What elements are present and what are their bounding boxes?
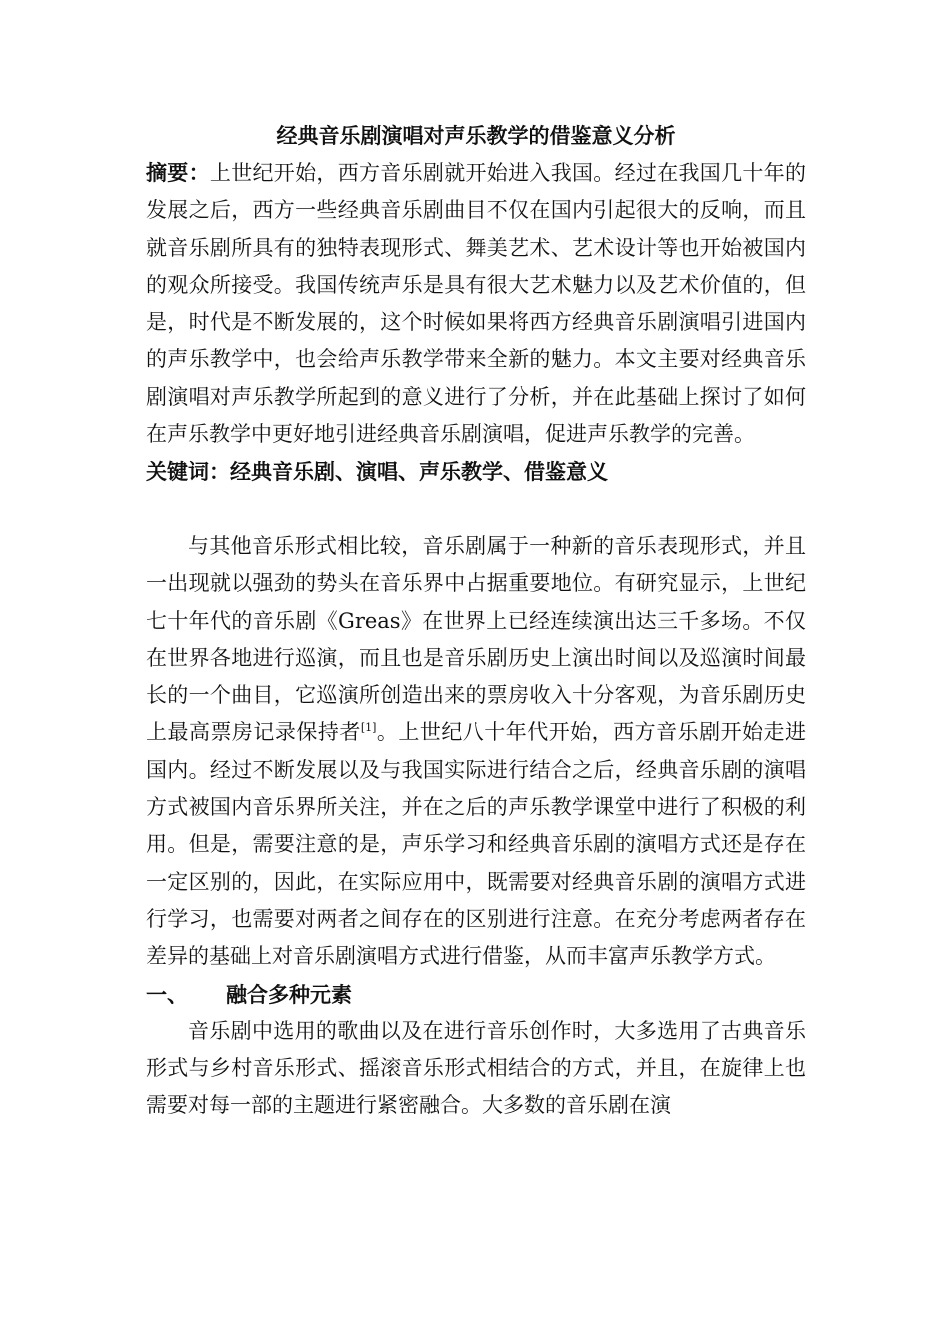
keywords-line (146, 453, 806, 490)
blank-line (146, 491, 806, 528)
intro-text-after-ref: 。上世纪八十年代开始，西方音乐剧开始走进国内。经过不断发展以及与我国实际进行结合之后，经典音乐剧的演唱方式被国内音乐界所关注，并在之后的声乐教学课堂中进行了积极的利用。但是，需要注意的是，声乐学习和经典音乐剧的演唱方式还是存在一定区别的，因此，在实际应用中，既需要对经典音乐剧的演唱方式进行学习，也需要对两者之间存在的区别进行注意。在充分考虑两者存在差异的基础上对音乐剧演唱方式进行借鉴，从而丰富声乐教学方式。 (146, 720, 807, 969)
section-title: 融合多种元素 (226, 981, 352, 1007)
section-heading (146, 976, 806, 1013)
abstract-label: 摘要： (146, 160, 210, 185)
intro-text-before-ref: 与其他音乐形式相比较，音乐剧属于一种新的音乐表现形式，并且一出现就以强劲的势头在音乐界中占据重要地位。有研究显示，上世纪七十年代的音乐剧《Greas》在世界上已经连续演出达三千多场。不仅在世界各地进行巡演，而且也是音乐剧历史上演出时间以及巡演时间最长的一个曲目，它巡演所创造出来的票房收入十分客观，为音乐剧历史上最高票房记录保持者 (146, 533, 806, 745)
abstract-text: 上世纪开始，西方音乐剧就开始进入我国。经过在我国几十年的发展之后，西方一些经典音乐剧曲目不仅在国内引起很大的反响，而且就音乐剧所具有的独特表现形式、舞美艺术、艺术设计等也开始被国内的观众所接受。我国传统声乐是具有很大艺术魅力以及艺术价值的，但是，时代是不断发展的，这个时候如果将西方经典音乐剧演唱引进国内的声乐教学中，也会给声乐教学带来全新的魅力。本文主要对经典音乐剧演唱对声乐教学所起到的意义进行了分析，并在此基础上探讨了如何在声乐教学中更好地引进经典音乐剧演唱，促进声乐教学的完善。 (146, 161, 807, 447)
citation-ref: [1] (360, 721, 377, 735)
document-title: 经典音乐剧演唱对声乐教学的借鉴意义分析 (276, 123, 676, 148)
section-paragraph: 音乐剧中选用的歌曲以及在进行音乐创作时，大多选用了古典音乐形式与乡村音乐形式、摇滚音乐形式相结合的方式，并且，在旋律上也需要对每一部的主题进行紧密融合。大多数的音乐剧在演 (146, 1018, 806, 1118)
section-number: 一、 (146, 981, 188, 1007)
keywords-label: 关键词： (146, 459, 230, 485)
document-page (146, 118, 806, 1125)
intro-paragraph (146, 528, 806, 976)
abstract-paragraph (146, 154, 806, 453)
keywords-text: 经典音乐剧、演唱、声乐教学、借鉴意义 (230, 459, 608, 485)
